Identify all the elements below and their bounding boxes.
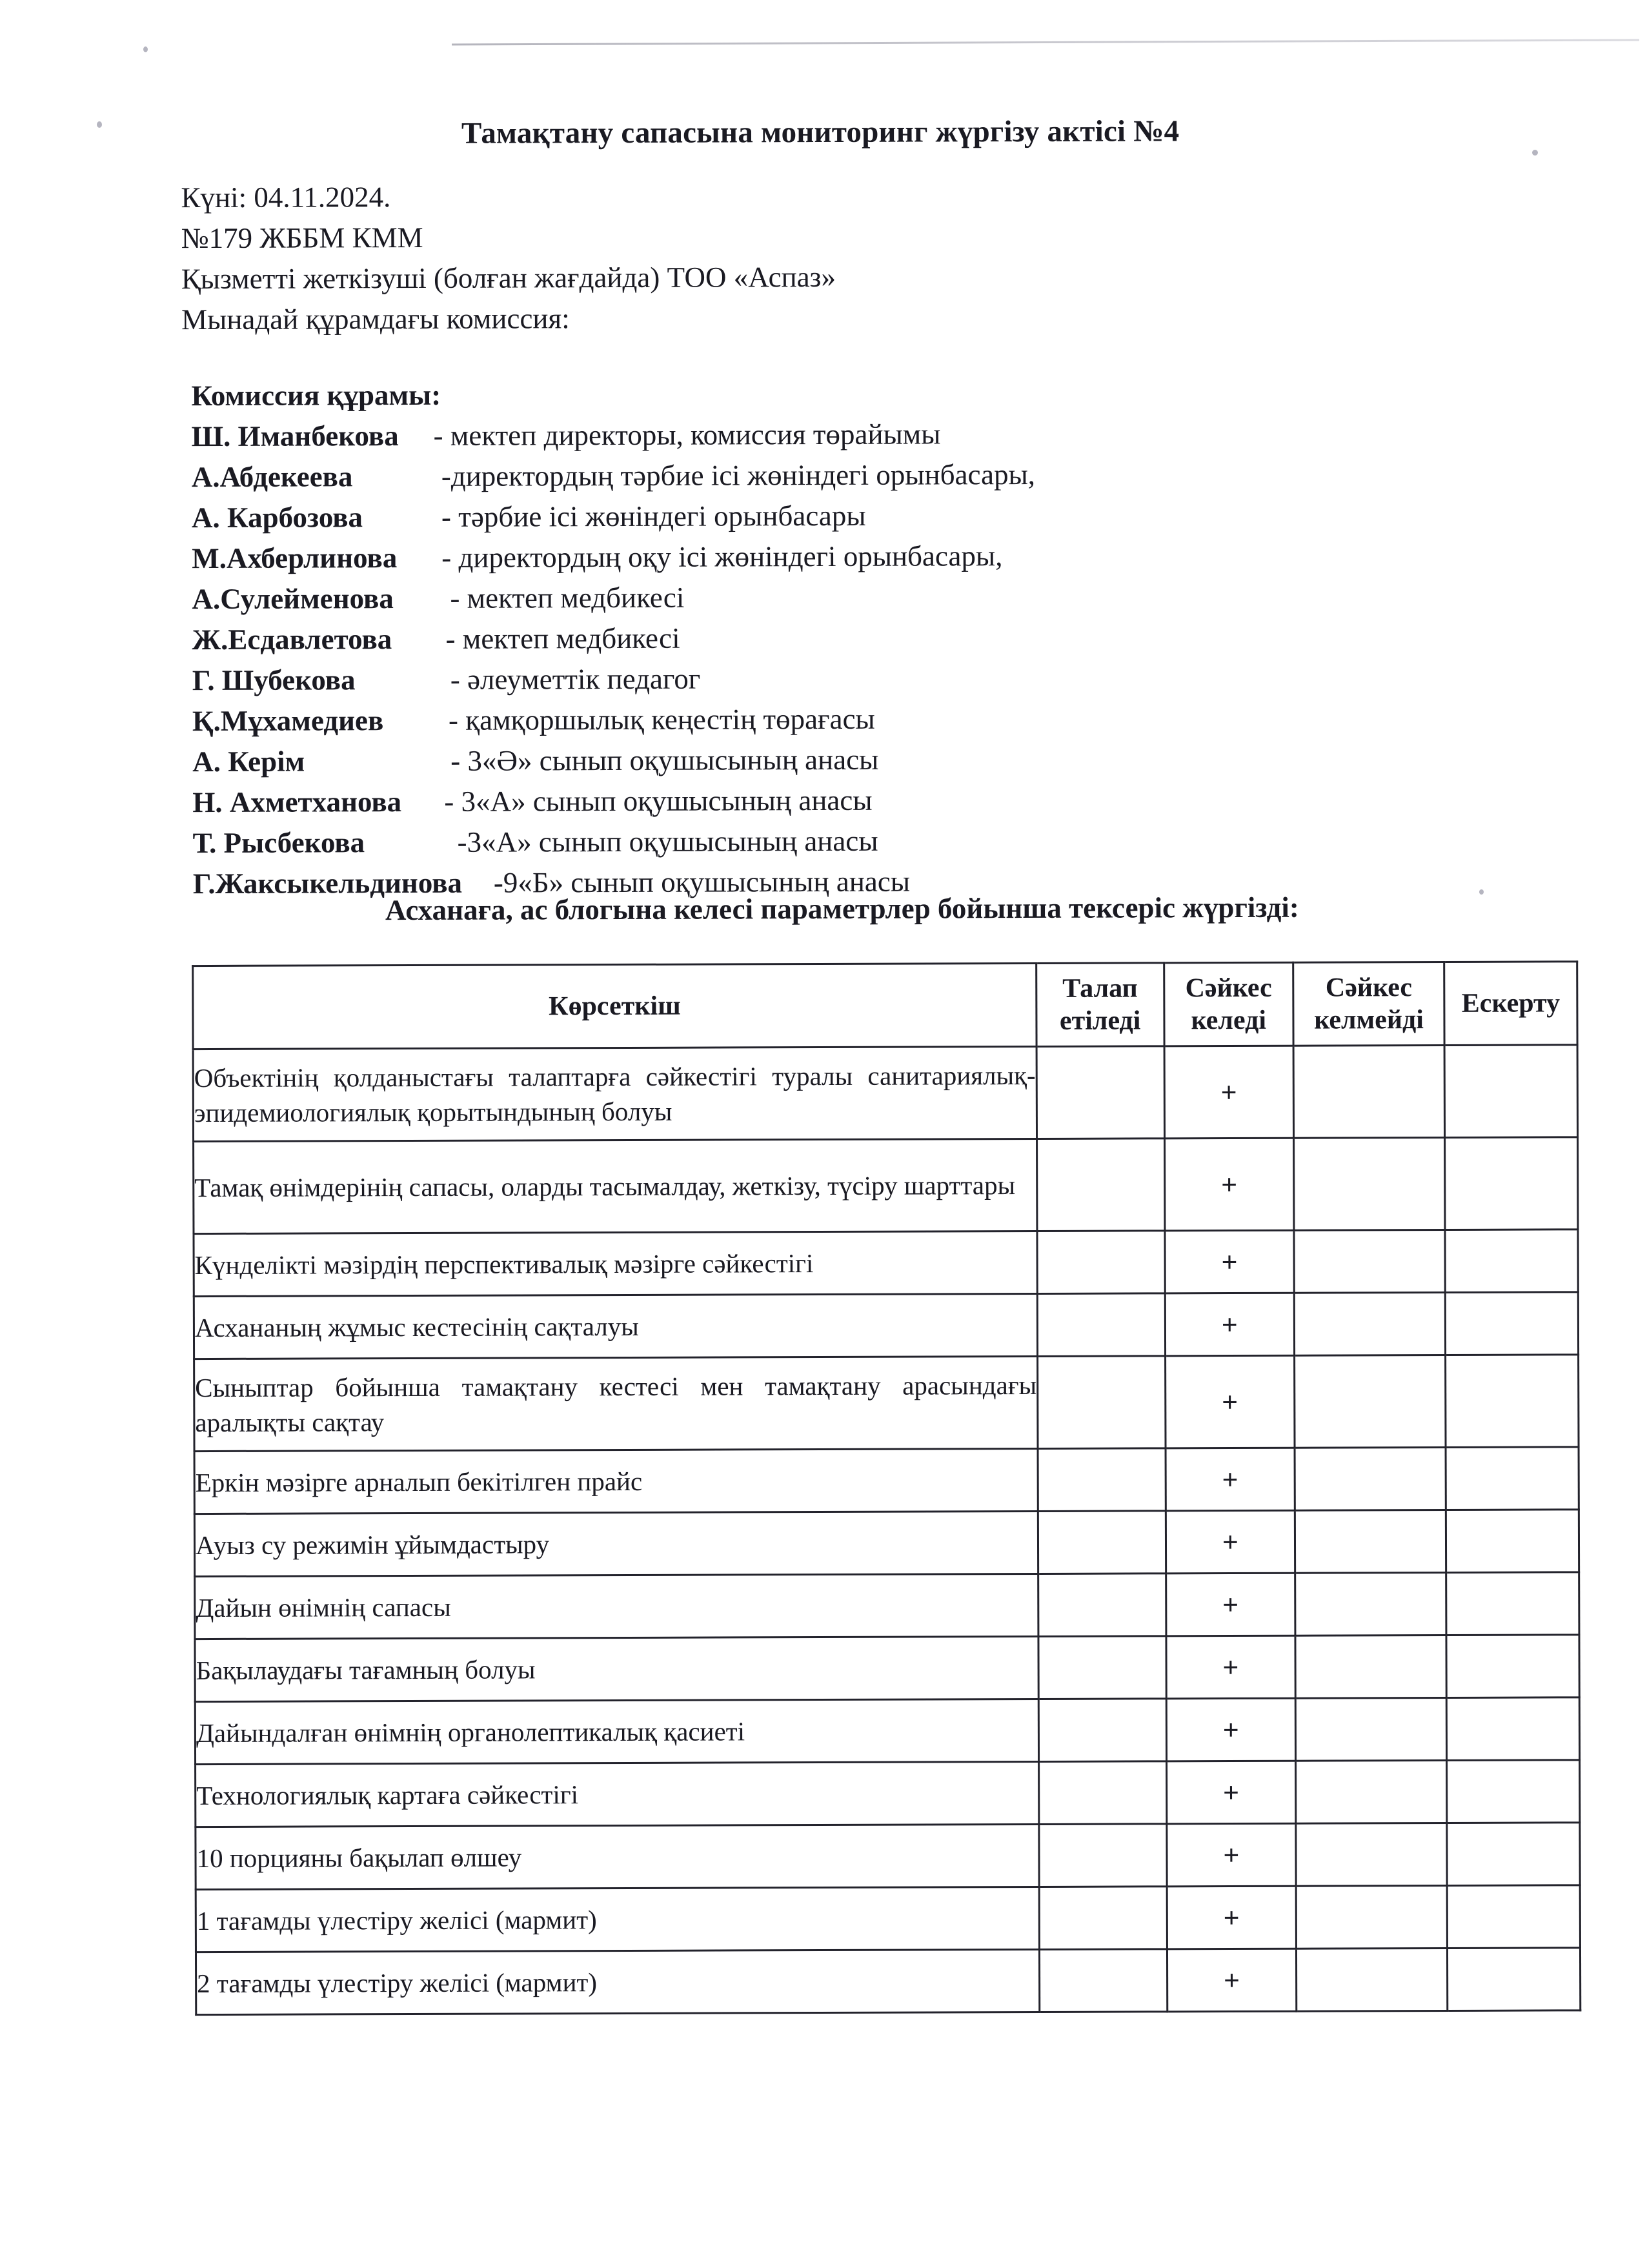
member-role: - мектеп директоры, комиссия төрайымы xyxy=(433,418,941,452)
cell-nonconform xyxy=(1295,1697,1446,1761)
list-item xyxy=(192,698,1036,742)
cell-required xyxy=(1039,1949,1167,2012)
member-name: А. Карбозова xyxy=(191,501,363,534)
member-role: - мектеп медбикесі xyxy=(445,622,680,655)
list-item xyxy=(192,780,1036,823)
member-name: М.Ахберлинова xyxy=(192,542,398,575)
cell-required xyxy=(1038,1636,1166,1699)
member-role: - тәрбие ісі жөніндегі орынбасары xyxy=(441,499,866,533)
member-name: А. Керім xyxy=(192,745,305,778)
table-row xyxy=(194,1230,1578,1297)
table-row xyxy=(194,1510,1579,1577)
cell-conform: + xyxy=(1165,1293,1295,1356)
cell-indicator: Объектінің қолданыстағы талаптарға сәйкестігі туралы санитариялық-эпидемиологиялық қорытындының болуы xyxy=(193,1046,1036,1141)
table-row xyxy=(194,1292,1578,1359)
cell-note xyxy=(1446,1510,1579,1573)
cell-conform: + xyxy=(1167,1886,1297,1949)
cell-required xyxy=(1036,1046,1164,1139)
list-item xyxy=(192,536,1035,579)
column-header-nonconform: Сәйкес келмейді xyxy=(1293,962,1444,1046)
cell-indicator: Технологиялық картаға сәйкестігі xyxy=(196,1761,1039,1827)
cell-required xyxy=(1038,1511,1166,1574)
member-name: А.Абдекеева xyxy=(191,460,353,494)
cell-conform: + xyxy=(1166,1573,1295,1636)
cell-conform: + xyxy=(1166,1635,1295,1699)
member-role: - мектеп медбикесі xyxy=(450,581,685,614)
document-meta xyxy=(181,176,836,340)
list-item xyxy=(192,576,1035,620)
table-row xyxy=(195,1697,1579,1765)
commission-member-list xyxy=(192,414,1037,904)
table-row xyxy=(194,1137,1578,1234)
list-item xyxy=(192,658,1036,701)
cell-required xyxy=(1037,1293,1165,1357)
cell-note xyxy=(1446,1572,1579,1635)
page-title: Тамақтану сапасына мониторинг жүргізу актісі №4 xyxy=(461,114,1180,150)
list-item xyxy=(192,820,1036,864)
member-role: -директордың тәрбие ісі жөніндегі орынбасары, xyxy=(441,458,1036,492)
cell-required xyxy=(1038,1699,1166,1762)
cell-note xyxy=(1445,1137,1578,1230)
cell-conform: + xyxy=(1165,1355,1295,1448)
cell-note xyxy=(1447,1885,1580,1949)
cell-conform: + xyxy=(1166,1823,1296,1887)
cell-nonconform xyxy=(1293,1045,1444,1138)
cell-nonconform xyxy=(1295,1355,1446,1448)
cell-required xyxy=(1037,1231,1165,1294)
member-name: Н. Ахметханова xyxy=(192,785,402,819)
cell-nonconform xyxy=(1295,1635,1446,1698)
list-item xyxy=(192,495,1035,538)
cell-nonconform xyxy=(1294,1137,1445,1230)
member-name: Т. Рысбекова xyxy=(192,826,365,860)
cell-indicator: Дайын өнімнің сапасы xyxy=(195,1574,1038,1639)
list-item xyxy=(192,739,1036,782)
list-item xyxy=(192,617,1035,660)
cell-note xyxy=(1445,1292,1578,1355)
cell-required xyxy=(1036,1139,1164,1231)
table-row xyxy=(196,1885,1580,1952)
cell-required xyxy=(1038,1574,1166,1637)
member-role: - 3«А» сынып оқушысының анасы xyxy=(444,784,873,818)
cell-conform: + xyxy=(1166,1761,1296,1824)
cell-conform: + xyxy=(1167,1949,1297,2012)
member-role: - директордың оқу ісі жөніндегі орынбасары, xyxy=(441,540,1003,574)
member-role: -3«А» сынып оқушысының анасы xyxy=(457,824,878,858)
cell-required xyxy=(1039,1761,1167,1825)
cell-note xyxy=(1444,1045,1577,1138)
table-row xyxy=(194,1355,1579,1452)
cell-conform: + xyxy=(1164,1046,1294,1139)
cell-indicator: 1 тағамды үлестіру желісі (мармит) xyxy=(196,1887,1039,1952)
cell-indicator: 10 порцияны бақылап өлшеу xyxy=(196,1824,1039,1889)
cell-nonconform xyxy=(1296,1885,1447,1949)
cell-indicator: Асхананың жұмыс кестесінің сақталуы xyxy=(194,1293,1037,1359)
cell-conform: + xyxy=(1166,1510,1295,1574)
cell-nonconform xyxy=(1294,1230,1445,1293)
member-name: Г.Жаксыкельдинова xyxy=(192,866,463,900)
cell-note xyxy=(1446,1635,1579,1698)
cell-conform: + xyxy=(1166,1448,1295,1511)
cell-required xyxy=(1038,1448,1166,1512)
cell-conform: + xyxy=(1164,1230,1294,1293)
cell-required xyxy=(1039,1824,1167,1887)
member-name: Қ.Мұхамедиев xyxy=(192,704,384,738)
cell-note xyxy=(1446,1447,1579,1510)
cell-nonconform xyxy=(1294,1292,1445,1355)
table-row xyxy=(193,1045,1577,1142)
cell-nonconform xyxy=(1295,1510,1446,1573)
member-name: А.Сулейменова xyxy=(192,582,394,616)
cell-nonconform xyxy=(1296,1823,1447,1886)
cell-nonconform xyxy=(1297,1948,1448,2011)
table-row xyxy=(196,1823,1580,1890)
cell-note xyxy=(1446,1697,1579,1761)
table-row xyxy=(194,1447,1579,1514)
meta-commission-intro: Мынадай құрамдағы комиссия: xyxy=(181,302,570,336)
cell-indicator: Сыныптар бойынша тамақтану кестесі мен тамақтану арасындағы аралықты сақтау xyxy=(194,1356,1038,1451)
cell-indicator: Дайындалған өнімнің органолептикалық қасиеті xyxy=(195,1699,1038,1764)
cell-indicator: Ауыз су режимін ұйымдастыру xyxy=(194,1511,1038,1576)
member-role: - әлеуметтік педагог xyxy=(450,662,701,696)
column-header-indicator: Көрсеткіш xyxy=(193,963,1036,1049)
cell-required xyxy=(1038,1356,1166,1449)
column-header-note: Ескерту xyxy=(1444,962,1577,1046)
table-row xyxy=(195,1572,1579,1639)
inspection-section-heading: Асханаға, ас блогына келесі параметрлер бойынша тексеріс жүргізді: xyxy=(385,891,1299,927)
member-name: Ж.Есдавлетова xyxy=(192,623,392,656)
table-header-row xyxy=(193,962,1577,1049)
cell-note xyxy=(1446,1355,1579,1448)
cell-note xyxy=(1445,1230,1578,1293)
table-row xyxy=(196,1948,1580,2015)
table-row xyxy=(195,1635,1579,1702)
meta-date: Күні: 04.11.2024. xyxy=(181,181,391,214)
cell-note xyxy=(1447,1823,1580,1886)
meta-supplier: Қызметті жеткізуші (болған жағдайда) ТОО «Аспаз» xyxy=(181,260,836,296)
member-role: -9«Б» сынып оқушысының анасы xyxy=(493,865,911,899)
member-role: - қамқоршылық кеңестің төрағасы xyxy=(448,702,875,736)
member-name: Ш. Иманбекова xyxy=(191,420,399,453)
member-name: Г. Шубекова xyxy=(192,663,356,697)
cell-note xyxy=(1448,1948,1581,2011)
cell-indicator: Күнделікті мәзірдің перспективалық мәзірге сәйкестігі xyxy=(194,1231,1037,1296)
cell-indicator: Еркін мәзірге арналып бекітілген прайс xyxy=(194,1448,1038,1514)
cell-nonconform xyxy=(1296,1760,1447,1823)
commission-heading: Комиссия құрамы: xyxy=(191,378,441,412)
cell-conform: + xyxy=(1166,1698,1296,1761)
cell-nonconform xyxy=(1295,1447,1446,1510)
inspection-table xyxy=(192,960,1581,2016)
meta-school: №179 ЖББМ КММ xyxy=(181,221,423,255)
cell-note xyxy=(1447,1760,1580,1823)
member-role: - 3«Ә» сынып оқушысының анасы xyxy=(450,743,879,777)
cell-nonconform xyxy=(1295,1572,1446,1635)
column-header-required: Талап етіледі xyxy=(1036,963,1164,1047)
table-row xyxy=(196,1760,1580,1827)
list-item xyxy=(192,414,1035,457)
cell-required xyxy=(1039,1887,1167,1950)
column-header-conform: Сәйкес келеді xyxy=(1164,962,1293,1046)
cell-indicator: Тамақ өнімдерінің сапасы, оларды тасымалдау, жеткізу, түсіру шарттары xyxy=(194,1139,1037,1233)
cell-indicator: Бақылаудағы тағамның болуы xyxy=(195,1636,1038,1701)
cell-indicator: 2 тағамды үлестіру желісі (мармит) xyxy=(196,1949,1039,2014)
cell-conform: + xyxy=(1164,1138,1294,1231)
list-item xyxy=(192,454,1035,498)
